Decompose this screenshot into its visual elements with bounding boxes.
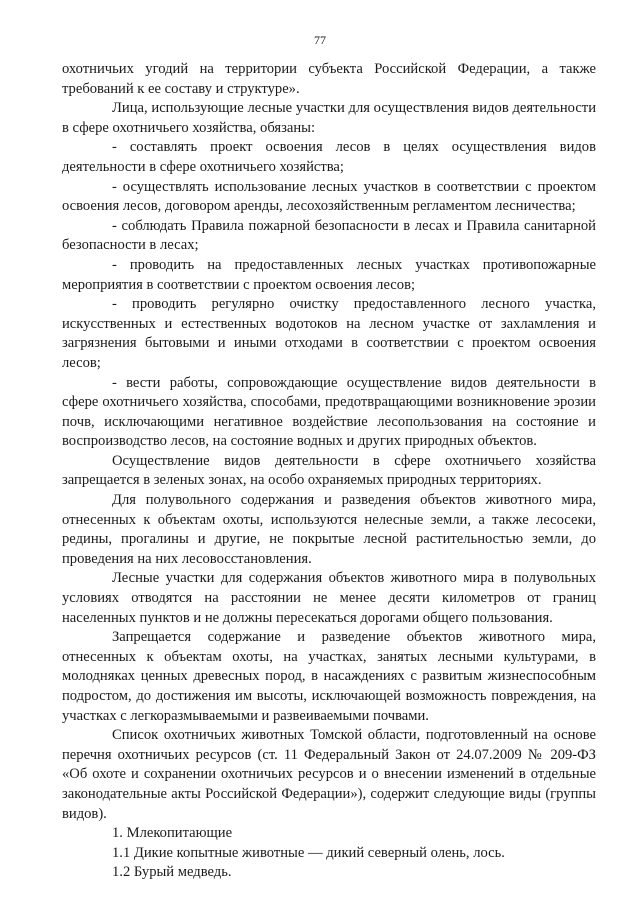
list-item: 1.1 Дикие копытные животные — дикий северный олень, лось. bbox=[112, 844, 505, 861]
list-item: - проводить регулярно очистку предоставленного лесного участка, искусственных и естественных водотоков на лесном участке от захламления и загрязнения бытовыми и иными отходами в соответствии с проектом освоения лесов; bbox=[62, 296, 596, 371]
document-body bbox=[62, 60, 596, 883]
list-item: - проводить на предоставленных лесных участках противопожарные мероприятия в соответствии с проектом освоения лесов; bbox=[62, 256, 596, 293]
paragraph: Осуществление видов деятельности в сфере охотничьего хозяйства запрещается в зеленых зонах, на особо охраняемых природных территориях. bbox=[62, 452, 596, 489]
paragraph: Запрещается содержание и разведение объектов животного мира, отнесенных к объектам охоты, на участках, занятых лесными культурами, в молодняках ценных древесных пород, в насаждениях с развитым жизнеспособным подростом, до достижения им высоты, исключающей возможность повреждения, на участках с легкоразмываемыми и развеиваемыми почвами. bbox=[62, 629, 596, 724]
paragraph: охотничьих угодий на территории субъекта Российской Федерации, а также требований к ее составу и структуре». bbox=[62, 61, 596, 97]
list-item: - осуществлять использование лесных участков в соответствии с проектом освоения лесов, договором аренды, лесохозяйственным регламентом лесничества; bbox=[62, 178, 596, 215]
paragraph: Лесные участки для содержания объектов животного мира в полувольных условиях отводятся на расстоянии не менее десяти километров от границ населенных пунктов и не должны пересекаться дорогами общего пользования. bbox=[62, 570, 596, 626]
paragraph: Лица, использующие лесные участки для осуществления видов деятельности в сфере охотничьего хозяйства, обязаны: bbox=[62, 100, 596, 136]
paragraph: Список охотничьих животных Томской области, подготовленный на основе перечня охотничьих ресурсов (ст. 11 Федеральный Закон от 24.07.2009 № 209-ФЗ «Об охоте и сохранении охотничьих ресурсов и о внесении изменений в отдельные законодательные акты Российской Федерации»), содержит следующие виды (группы видов). bbox=[62, 727, 596, 822]
paragraph: Для полувольного содержания и разведения объектов животного мира, отнесенных к объектам охоты, используются нелесные земли, а также лесосеки, редины, прогалины и другие, не покрытые лесной растительностью земли, до проведения на них лесовосстановления. bbox=[62, 492, 596, 567]
list-item: - соблюдать Правила пожарной безопасности в лесах и Правила санитарной безопасности в лесах; bbox=[62, 217, 596, 254]
page-number: 77 bbox=[314, 33, 326, 47]
section-heading: 1. Млекопитающие bbox=[112, 825, 233, 842]
list-item: - вести работы, сопровождающие осуществление видов деятельности в сфере охотничьего хозяйства, способами, предотвращающими возникновение эрозии почв, исключающими негативное воздействие лесопользования на состояние и воспроизводство лесов, на состояние водных и других природных объектов. bbox=[62, 374, 596, 450]
list-item: 1.2 Бурый медведь. bbox=[112, 864, 232, 881]
list-item: - составлять проект освоения лесов в целях осуществления видов деятельности в сфере охотничьего хозяйства; bbox=[62, 139, 596, 175]
